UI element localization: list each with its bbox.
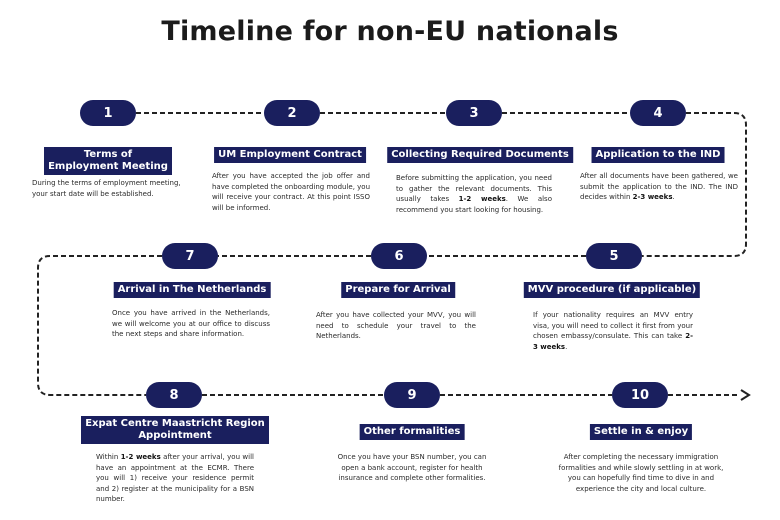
step-8-title: Expat Centre Maastricht Region Appointment xyxy=(81,416,269,444)
step-7-description: Once you have arrived in the Netherlands, we will welcome you at our office to discuss the next steps and share information. xyxy=(112,309,270,338)
step-7-title: Arrival in The Netherlands xyxy=(114,282,271,298)
step-10-badge: 10 xyxy=(612,382,668,408)
step-2-badge: 2 xyxy=(264,100,320,126)
step-7-badge: 7 xyxy=(162,243,218,269)
step-8-description: Within 1-2 weeks after your arrival, you will have an appointment at the ECMR. There you will 1) receive your residence permit and 2) register at the municipality for a BSN number. xyxy=(96,453,254,503)
step-5-description: If your nationality requires an MVV entry visa, you will need to collect it first from your chosen embassy/consulate. This can take 2-3 weeks. xyxy=(533,311,693,351)
step-9-description: Once you have your BSN number, you can open a bank account, register for health insurance and complete other formalities. xyxy=(337,453,487,482)
step-6-badge: 6 xyxy=(371,243,427,269)
step-5-title: MVV procedure (if applicable) xyxy=(524,282,700,298)
step-9-badge: 9 xyxy=(384,382,440,408)
step-2-title: UM Employment Contract xyxy=(214,147,366,163)
step-6-title: Prepare for Arrival xyxy=(341,282,455,298)
step-10-description: After completing the necessary immigration formalities and while slowly settling in at work, you can hopefully find time to dive in and experience the city and local culture. xyxy=(558,453,724,493)
step-2-description: After you have accepted the job offer and have completed the onboarding module, you will receive your contract. At this point ISSO will be informed. xyxy=(212,172,371,212)
step-3-title: Collecting Required Documents xyxy=(387,147,573,163)
step-10-title: Settle in & enjoy xyxy=(590,424,692,440)
step-8-badge: 8 xyxy=(146,382,202,408)
step-4-badge: 4 xyxy=(630,100,686,126)
page-title: Timeline for non-EU nationals xyxy=(161,16,619,47)
step-1-title: Terms of Employment Meeting xyxy=(44,147,172,175)
step-3-badge: 3 xyxy=(446,100,502,126)
step-1-badge: 1 xyxy=(80,100,136,126)
step-5-badge: 5 xyxy=(586,243,642,269)
step-6-description: After you have collected your MVV, you will need to schedule your travel to the Netherlands. xyxy=(316,311,476,340)
step-3-description: Before submitting the application, you need to gather the relevant documents. This usually takes 1-2 weeks. We also recommend you start looking for housing. xyxy=(396,174,552,214)
step-9-title: Other formalities xyxy=(360,424,465,440)
arrow-head-icon xyxy=(741,390,749,400)
step-1-description: During the terms of employment meeting, your start date will be established. xyxy=(32,179,181,198)
step-4-title: Application to the IND xyxy=(592,147,725,163)
step-4-description: After all documents have been gathered, we submit the application to the IND. The IND decides within 2-3 weeks. xyxy=(580,172,738,201)
